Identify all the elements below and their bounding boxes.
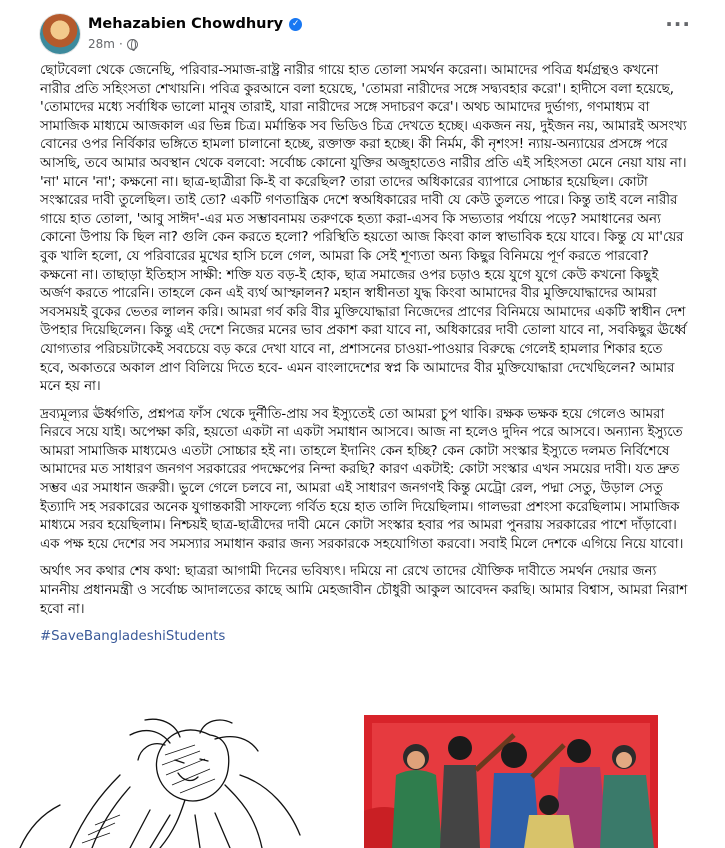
post-text [40,62,688,647]
image-gutter [658,715,725,848]
crowd-illustration [364,715,658,848]
post-meta [88,37,138,51]
verified-badge-icon: ✓ [289,18,302,31]
post-paragraph-2: দ্রব্যমূল্যর ঊর্ধ্বগতি, প্রশ্নপত্র ফাঁস থেকে দুর্নীতি-প্রায় সব ইস্যুতেই তো আমরা চুপ থাকি। রক্ষক ভক্ষক হয়ে গেলেও আমরা নিরবে সয়ে যাই। অপেক্ষা করি, হয়তো একটা না একটা সমাধান আসবে। আজ না হলেও দুদিন পরে আসবে। অন্যান্য ইস্যুতে আমরা সামাজিক মাধ্যমেও এতটা সোচ্চার হই না। তাহলে ইদানিং কেন হচ্ছি? কেন কোটা সংস্কার ইস্যুতে দলমত নির্বিশেষে আমাদের মত সাধারণ জনগণ সরকারের পদক্ষেপের নিন্দা করছি? কারণ একটাই: কোটা সংস্কার এখন সময়ের দাবী। যত দ্রুত সম্ভব এর সমাধান জরুরী। ভুলে গেলে চলবে না, আমরা এই সাধারণ জনগণই কিন্তু মেট্রো রেল, পদ্মা সেতু, উড়াল সেতু ইত্যাদি সহ সরকারের অনেক যুগান্তকারী সাফল্যে গর্বিত হয়ে হাত তালি দিয়েছিলাম। গালভরা প্রশংসা করেছিলাম। সামাজিক মাধ্যমে সরব হয়েছিলাম। নিশ্চয়ই ছাত্র-ছাত্রীদের দাবী মেনে কোটা সংস্কার হবার পর আমরা পুনরায় সরকারের পাশে দাঁড়াবো। এক পক্ষ হয়ে দেশের সব সমস্যার সমাধান করার জন্য সরকারকে সহযোগিতা করবো। সবাই মিলে দেশকে এগিয়ে নিয়ে যাবো। [40,406,684,552]
hashtag-link[interactable]: #SaveBangladeshiStudents [40,629,226,645]
post-image-sketch[interactable] [0,715,354,848]
post-paragraph-1: ছোটবেলা থেকে জেনেছি, পরিবার-সমাজ-রাষ্ট্র নারীর গায়ে হাত তোলা সমর্থন করেনা। আমাদের পবিত্র ধর্মগ্রন্থও কখনো নারীর প্রতি সহিংসতা শেখায়নি। পবিত্র কুরআনে বলা হয়েছে, 'তোমরা নারীদের সঙ্গে সদ্ব্যবহার করো'। হাদীসে বলা হয়েছে, 'তোমাদের মধ্যে সর্বাধিক ভালো মানুষ তারাই, যারা নারীদের সঙ্গে সদাচরণ করে'। অথচ আমাদের দুর্ভাগ্য, গণমাধ্যম বা সামাজিক মাধ্যমে আজকাল এর ভিন্ন চিত্র। মর্মান্তিক সব ভিডিও চিত্র দেখতে হচ্ছে। একজন নয়, দুইজন নয়, আমারই অসংখ্য বোনের ওপর নির্বিকার ভঙ্গিতে হামলা চালানো হচ্ছে, রক্তাক্ত করা হচ্ছে। কী নির্মম, কী নৃশংস! ন্যায়-অন্যায়ের প্রসঙ্গে পরে আসছি, তবে আমার অবস্থান থেকে বলবো: সর্বোচ্চ কোনো যুক্তির অজুহাতেও নারীর প্রতি এই সহিংসতা মেনে নেয়া যায় না। 'না' মানে 'না'; কক্ষনো না। ছাত্র-ছাত্রীরা কি-ই বা করেছিল? তারা তাদের অধিকারের ব্যাপারে সোচ্চার হয়েছিল। কোটা সংস্কারের দাবী তুলেছিল। তাই তো? একটি গণতান্ত্রিক দেশে স্বঅধিকারের দাবী যে কেউ তুলতে পারে। কিন্তু তাই বলে নারীর গায়ে হাত তোলা, 'আবু সাঈদ'-এর মত সম্ভাবনাময় তরুণকে হত্যা করা-এসব কি সভ্যতার পর্যায়ে পড়ে? সমাধানের অন্য কোনো উপায় কি ছিল না? গুলি কেন করতে হলো? পরিস্থিতি হয়তো আজ কিংবা কাল স্বাভাবিক হয়ে যাবে। কিন্তু যে মা'য়ের বুক খালি হলো, যে পরিবারের মুখের হাসি চলে গেল, আমরা কি সেই শূণ্যতা অন্য কিছুর বিনিময়ে পূর্ণ করতে পারবো? কক্ষনো না। তাছাড়া ইতিহাস সাক্ষী: শক্তি যত বড়-ই হোক, ছাত্র সমাজের ওপর চড়াও হয়ে যুগে যুগে কেউ কখনো কিছুই অর্জণ করতে পারেনি। তাহলে কেন এই ব্যর্থ আস্ফালন? মহান স্বাধীনতা যুদ্ধ কিংবা আমাদের বীর মুক্তিযোদ্ধাদের আমরা সবসময়ই বুকের ভেতর লালন করি। আমরা গর্ব করি বীর মুক্তিযোদ্ধারা নিজেদের প্রাণের বিনিময়ে আমাদের একটি স্বাধীন দেশ উপহার দিয়েছিলেন। কিন্তু এই দেশে নিজের মনের ভাব প্রকাশ করা যাবে না, অধিকারের দাবী তোলা যাবে না, সবকিছুর ঊর্ধ্বে যোগ্যতার পরিচয়টাকেই সবচেয়ে বড় করে দেখা যাবে না, প্রশাসনের চাওয়া-পাওয়ার বিরুদ্ধে গেলেই হামলার শিকার হতে হবে, অকাতরে অকাল প্রাণ বিলিয়ে দিতে হবে- এমন বাংলাদেশের স্বপ্ন কি আমাদের বীর মুক্তিযোদ্ধারা দেখেছিলেন? আমার মনে হয় না। [40,63,687,395]
meta-separator: · [118,37,123,51]
post-image-illustration[interactable] [364,715,658,848]
author-row [88,16,302,32]
post-header [0,0,725,62]
post-time[interactable]: 28m [88,37,115,51]
post-paragraph-3: অর্থাৎ সব কথার শেষ কথা: ছাত্ররা আগামী দিনের ভবিষ্যৎ। দমিয়ে না রেখে তাদের যৌক্তিক দাবীতে সমর্থন দেয়ার জন্য মাননীয় প্রধানমন্ত্রী ও সর্বোচ্চ আদালতের কাছে আমি মেহজাবীন চৌধুরী আকুল আবেদন করছি। আমার বিশ্বাস, আমরা নিরাশ হবো না। [40,564,688,617]
more-options-icon[interactable]: ··· [665,12,691,36]
avatar[interactable] [40,14,80,54]
sketch-illustration [0,715,354,848]
author-name[interactable]: Mehazabien Chowdhury [88,16,284,32]
globe-icon[interactable] [127,39,138,50]
